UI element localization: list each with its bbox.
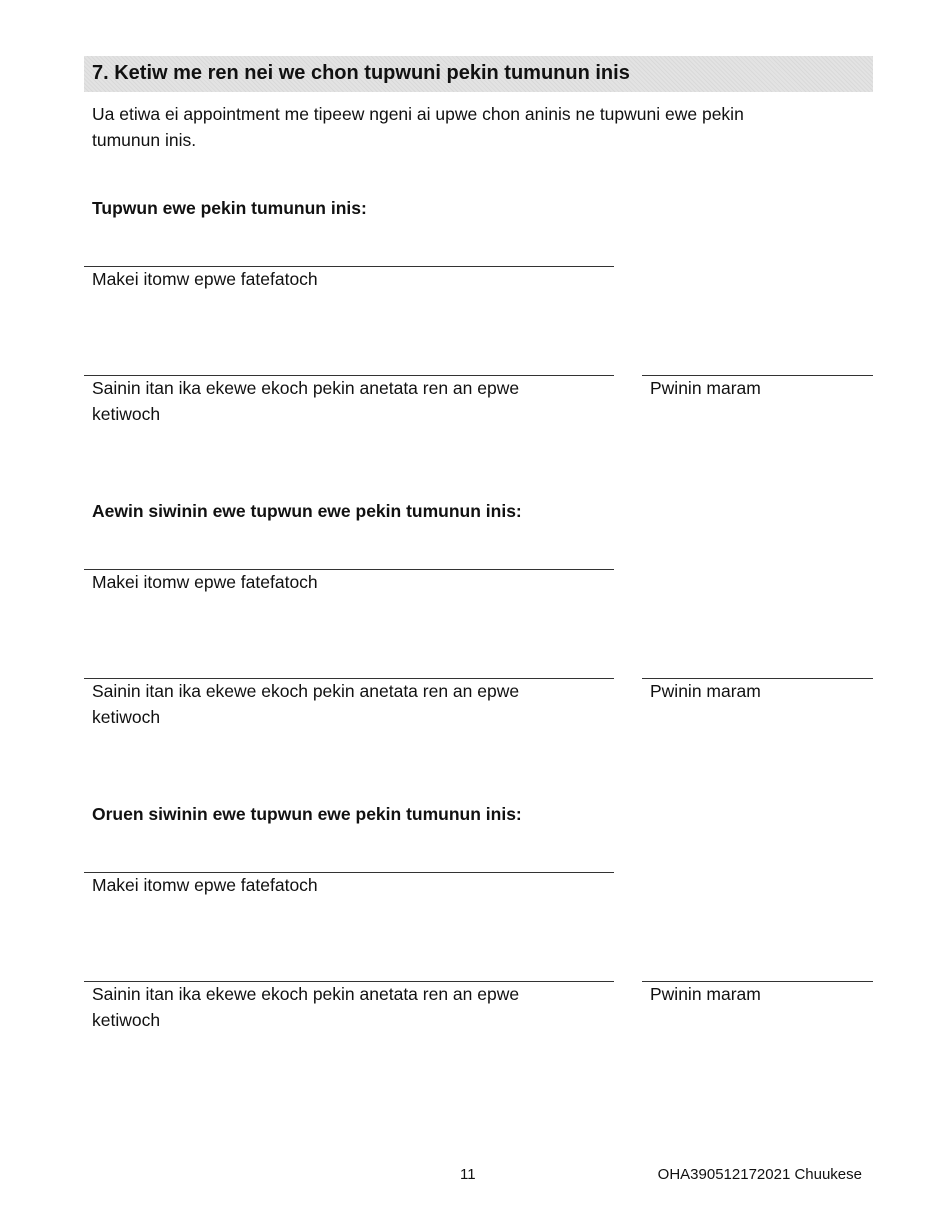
date-caption: Pwinin maram bbox=[650, 984, 761, 1004]
printed-name-caption: Makei itomw epwe fatefatoch bbox=[92, 875, 318, 895]
signature-caption: Sainin itan ika ekewe ekoch pekin anetata ren an epwe ketiwoch bbox=[92, 378, 520, 424]
block-heading: Tupwun ewe pekin tumunun inis: bbox=[92, 198, 367, 218]
date-caption: Pwinin maram bbox=[650, 681, 761, 701]
signature-block-second-alternate bbox=[0, 804, 950, 1094]
signature-block-first-alternate bbox=[0, 501, 950, 791]
block-heading: Oruen siwinin ewe tupwun ewe pekin tumunun inis: bbox=[92, 804, 522, 824]
date-caption: Pwinin maram bbox=[650, 378, 761, 398]
page-number: 11 bbox=[460, 1166, 476, 1183]
block-heading: Aewin siwinin ewe tupwun ewe pekin tumunun inis: bbox=[92, 501, 522, 521]
document-code: OHA390512172021 Chuukese bbox=[657, 1166, 862, 1183]
printed-name-caption: Makei itomw epwe fatefatoch bbox=[92, 269, 318, 289]
intro-paragraph: Ua etiwa ei appointment me tipeew ngeni ai upwe chon aninis ne tupwuni ewe pekin tumunun inis. bbox=[92, 104, 744, 150]
section-title: 7. Ketiw me ren nei we chon tupwuni pekin tumunun inis bbox=[92, 62, 630, 84]
signature-caption: Sainin itan ika ekewe ekoch pekin anetata ren an epwe ketiwoch bbox=[92, 984, 520, 1030]
section-header bbox=[84, 56, 873, 92]
printed-name-caption: Makei itomw epwe fatefatoch bbox=[92, 572, 318, 592]
signature-block-primary bbox=[0, 198, 950, 488]
signature-caption: Sainin itan ika ekewe ekoch pekin anetata ren an epwe ketiwoch bbox=[92, 681, 520, 727]
